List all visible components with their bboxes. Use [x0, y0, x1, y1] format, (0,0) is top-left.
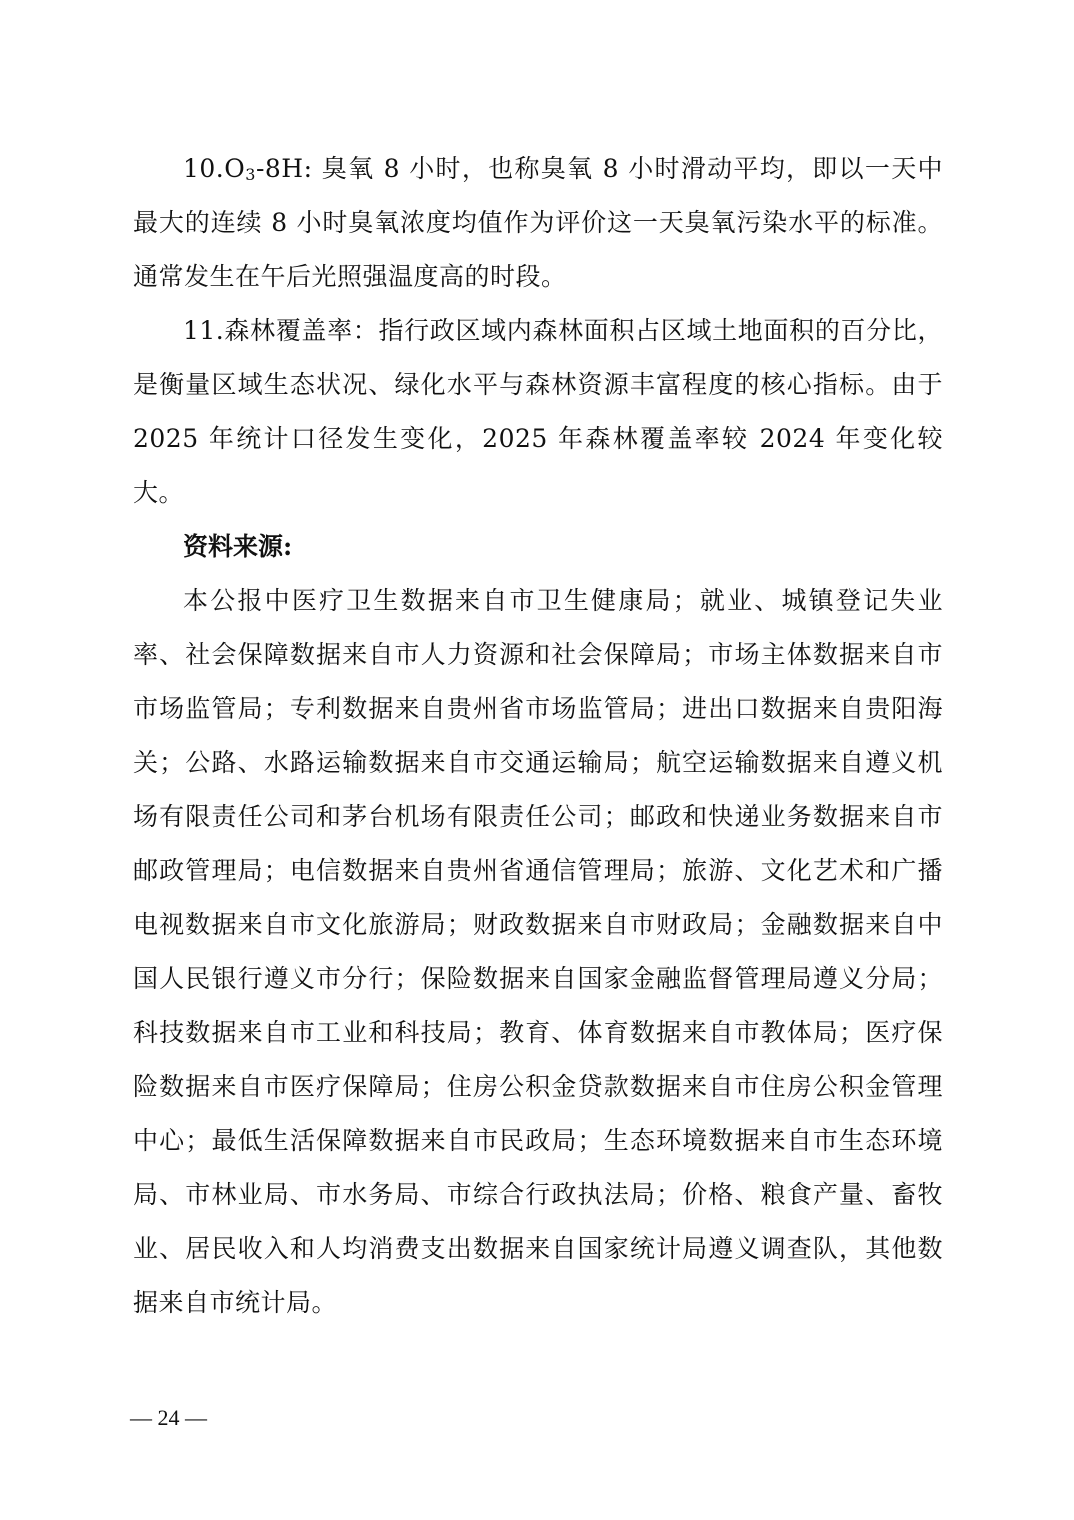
- note-10-text: -8H: 臭氧 8 小时，也称臭氧 8 小时滑动平均，即以一天中最大的连续 8 小时臭氧浓度均值作为评价这一天臭氧污染水平的标准。通常发生在午后光照强温度高的时段。: [133, 154, 943, 291]
- note-10-prefix: 10.O: [183, 154, 246, 183]
- page-content: [133, 142, 943, 1330]
- note-10-paragraph: [133, 142, 943, 304]
- page-number: — 24 —: [130, 1405, 207, 1430]
- note-10-subscript: 3: [245, 165, 256, 184]
- note-11-paragraph: 11.森林覆盖率：指行政区域内森林面积占区域土地面积的百分比，是衡量区域生态状况、绿化水平与森林资源丰富程度的核心指标。由于 2025 年统计口径发生变化，2025 年森林覆盖率较 2024 年变化较大。: [133, 316, 943, 507]
- sources-heading: 资料来源:: [183, 532, 293, 561]
- sources-paragraph: 本公报中医疗卫生数据来自市卫生健康局；就业、城镇登记失业率、社会保障数据来自市人力资源和社会保障局；市场主体数据来自市市场监管局；专利数据来自贵州省市场监管局；进出口数据来自贵阳海关；公路、水路运输数据来自市交通运输局；航空运输数据来自遵义机场有限责任公司和茅台机场有限责任公司；邮政和快递业务数据来自市邮政管理局；电信数据来自贵州省通信管理局；旅游、文化艺术和广播电视数据来自市文化旅游局；财政数据来自市财政局；金融数据来自中国人民银行遵义市分行；保险数据来自国家金融监督管理局遵义分局；科技数据来自市工业和科技局；教育、体育数据来自市教体局；医疗保险数据来自市医疗保障局；住房公积金贷款数据来自市住房公积金管理中心；最低生活保障数据来自市民政局；生态环境数据来自市生态环境局、市林业局、市水务局、市综合行政执法局；价格、粮食产量、畜牧业、居民收入和人均消费支出数据来自国家统计局遵义调查队，其他数据来自市统计局。: [133, 586, 943, 1317]
